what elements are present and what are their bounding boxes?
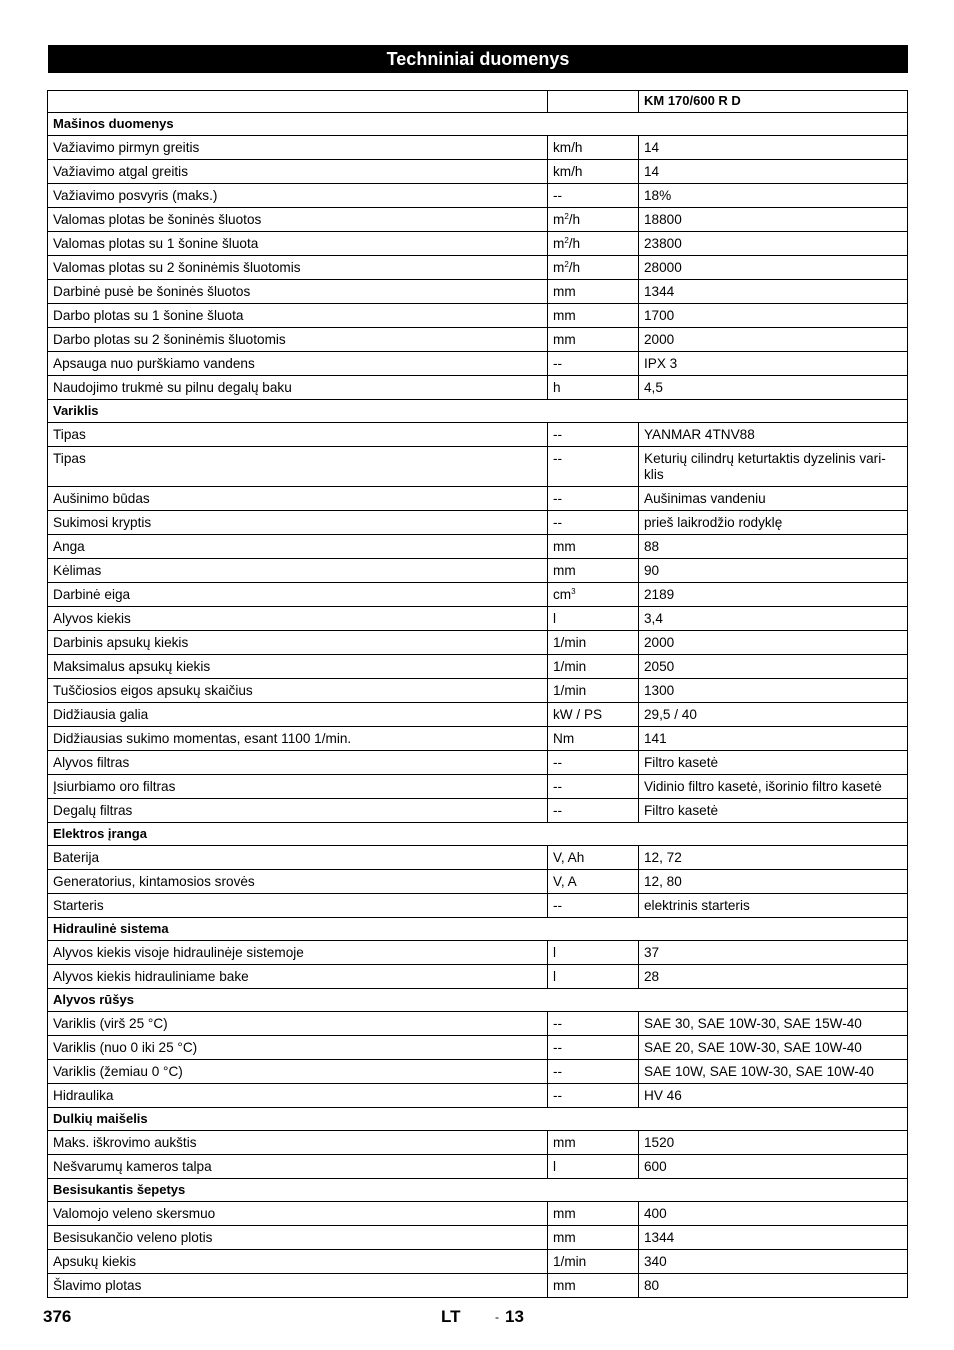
- parameter-label: Darbo plotas su 2 šoninėmis šluotomis: [48, 328, 548, 352]
- value-cell: [639, 280, 908, 304]
- value: 12, 72: [644, 850, 682, 865]
- unit: cm: [553, 587, 572, 602]
- table-body: [48, 91, 908, 1298]
- parameter-label: Važiavimo posvyris (maks.): [48, 184, 548, 208]
- value-cell: [639, 583, 908, 607]
- section-heading-row: [48, 823, 908, 846]
- value-cell: [639, 208, 908, 232]
- section-heading: Dulkių maišelis: [48, 1108, 908, 1131]
- parameter-label: Alyvos kiekis visoje hidraulinėje sistemoje: [48, 941, 548, 965]
- technical-data-table: [47, 90, 908, 1298]
- parameter-label: Generatorius, kintamosios srovės: [48, 870, 548, 894]
- section-heading: Besisukantis šepetys: [48, 1179, 908, 1202]
- unit: mm: [553, 1230, 576, 1245]
- unit-cell: [548, 679, 639, 703]
- value: Aušinimas vandeniu: [644, 491, 766, 506]
- value: YANMAR 4TNV88: [644, 427, 755, 442]
- unit: km/h: [553, 164, 583, 179]
- value: 90: [644, 563, 660, 578]
- parameter-label: Nešvarumų kameros talpa: [48, 1155, 548, 1179]
- table-row: [48, 160, 908, 184]
- parameter-label: Valomojo veleno skersmuo: [48, 1202, 548, 1226]
- table-row: [48, 1226, 908, 1250]
- value: 18%: [644, 188, 672, 203]
- parameter-label: Alyvos filtras: [48, 751, 548, 775]
- unit-cell: [548, 607, 639, 631]
- unit-cell: [548, 583, 639, 607]
- unit-exponent: 2: [564, 236, 569, 245]
- unit-cell: [548, 160, 639, 184]
- unit-cell: [548, 894, 639, 918]
- parameter-label: Maksimalus apsukų kiekis: [48, 655, 548, 679]
- value: 1300: [644, 683, 675, 698]
- header-empty-cell: [48, 91, 548, 113]
- unit-cell: [548, 511, 639, 535]
- page-title: Techniniai duomenys: [48, 45, 908, 73]
- value: 23800: [644, 236, 682, 251]
- unit: h: [553, 380, 561, 395]
- value-cell: [639, 232, 908, 256]
- table-row: [48, 280, 908, 304]
- value-cell: [639, 941, 908, 965]
- section-heading: Hidraulinė sistema: [48, 918, 908, 941]
- unit: km/h: [553, 140, 583, 155]
- unit-cell: [548, 1036, 639, 1060]
- unit: m: [553, 236, 565, 251]
- value-cell: [639, 655, 908, 679]
- table-row: [48, 703, 908, 727]
- table-row: [48, 870, 908, 894]
- table-row: [48, 965, 908, 989]
- unit: --: [553, 779, 563, 794]
- parameter-label: Sukimosi kryptis: [48, 511, 548, 535]
- value: 2189: [644, 587, 675, 602]
- unit-cell: [548, 870, 639, 894]
- value-cell: [639, 1012, 908, 1036]
- unit-cell: [548, 184, 639, 208]
- value-cell: [639, 1202, 908, 1226]
- value: 1344: [644, 284, 675, 299]
- table-row: [48, 799, 908, 823]
- unit-cell: [548, 304, 639, 328]
- parameter-label: Variklis (žemiau 0 °C): [48, 1060, 548, 1084]
- value: 1520: [644, 1135, 675, 1150]
- unit-cell: [548, 631, 639, 655]
- unit: --: [553, 1016, 563, 1031]
- unit-cell: [548, 232, 639, 256]
- unit-cell: [548, 1274, 639, 1298]
- parameter-label: Tuščiosios eigos apsukų skaičius: [48, 679, 548, 703]
- table-row: [48, 1274, 908, 1298]
- unit-cell: [548, 1131, 639, 1155]
- table-row: [48, 727, 908, 751]
- unit: --: [553, 515, 563, 530]
- value-cell: [639, 423, 908, 447]
- table-row: [48, 631, 908, 655]
- parameter-label: Darbo plotas su 1 šonine šluota: [48, 304, 548, 328]
- unit: mm: [553, 284, 576, 299]
- parameter-label: Variklis (virš 25 °C): [48, 1012, 548, 1036]
- unit: l: [553, 945, 557, 960]
- unit: l: [553, 969, 557, 984]
- section-heading-row: [48, 989, 908, 1012]
- unit: --: [553, 188, 563, 203]
- parameter-label: Apsukų kiekis: [48, 1250, 548, 1274]
- value: 28000: [644, 260, 682, 275]
- value: 2000: [644, 635, 675, 650]
- parameter-label: Darbinis apsukų kiekis: [48, 631, 548, 655]
- value: 28: [644, 969, 660, 984]
- unit-cell: [548, 559, 639, 583]
- unit-cell: [548, 846, 639, 870]
- value: Vidinio filtro kasetė, išorinio filtro kasetė: [644, 779, 882, 794]
- unit: 1/min: [553, 659, 587, 674]
- value-cell: [639, 559, 908, 583]
- value-cell: [639, 1155, 908, 1179]
- unit: --: [553, 1088, 563, 1103]
- value-cell: [639, 256, 908, 280]
- parameter-label: Aušinimo būdas: [48, 487, 548, 511]
- table-row: [48, 376, 908, 400]
- parameter-label: Didžiausias sukimo momentas, esant 1100 1/min.: [48, 727, 548, 751]
- value-cell: [639, 846, 908, 870]
- parameter-label: Alyvos kiekis: [48, 607, 548, 631]
- unit: V, Ah: [553, 850, 585, 865]
- parameter-label: Maks. iškrovimo aukštis: [48, 1131, 548, 1155]
- table-row: [48, 423, 908, 447]
- value-continued: klis: [644, 467, 664, 482]
- parameter-label: Įsiurbiamo oro filtras: [48, 775, 548, 799]
- parameter-label: Valomas plotas su 1 šonine šluota: [48, 232, 548, 256]
- table-row: [48, 511, 908, 535]
- unit: 1/min: [553, 635, 587, 650]
- unit-cell: [548, 280, 639, 304]
- table-row: [48, 679, 908, 703]
- table-row: [48, 655, 908, 679]
- unit-cell: [548, 965, 639, 989]
- value-cell: [639, 136, 908, 160]
- unit: V, A: [553, 874, 577, 889]
- table-row: [48, 775, 908, 799]
- sub-page-prefix: -: [495, 1310, 499, 1324]
- value: Keturių cilindrų keturtaktis dyzelinis vari-: [644, 451, 886, 466]
- value: IPX 3: [644, 356, 678, 371]
- value: 2000: [644, 332, 675, 347]
- table-row: [48, 208, 908, 232]
- unit-cell: [548, 535, 639, 559]
- value: 1344: [644, 1230, 675, 1245]
- table-row: [48, 751, 908, 775]
- table-row: [48, 304, 908, 328]
- value-cell: [639, 1131, 908, 1155]
- table-row: [48, 447, 908, 487]
- table-row: [48, 1202, 908, 1226]
- parameter-label: Variklis (nuo 0 iki 25 °C): [48, 1036, 548, 1060]
- parameter-label: Darbinė eiga: [48, 583, 548, 607]
- value: 12, 80: [644, 874, 682, 889]
- table-row: [48, 1012, 908, 1036]
- table-header-row: [48, 91, 908, 113]
- parameter-label: Degalų filtras: [48, 799, 548, 823]
- unit-suffix: /h: [568, 260, 581, 275]
- table-row: [48, 583, 908, 607]
- parameter-label: Valomas plotas be šoninės šluotos: [48, 208, 548, 232]
- parameter-label: Besisukančio veleno plotis: [48, 1226, 548, 1250]
- parameter-label: Didžiausia galia: [48, 703, 548, 727]
- table-row: [48, 846, 908, 870]
- header-empty-cell: [548, 91, 639, 113]
- table-row: [48, 1036, 908, 1060]
- table-row: [48, 535, 908, 559]
- unit-cell: [548, 376, 639, 400]
- unit: mm: [553, 1278, 576, 1293]
- unit: l: [553, 1159, 557, 1174]
- unit: mm: [553, 563, 576, 578]
- value-cell: [639, 1060, 908, 1084]
- unit-cell: [548, 775, 639, 799]
- value-cell: [639, 727, 908, 751]
- unit: --: [553, 427, 563, 442]
- value-cell: [639, 535, 908, 559]
- unit-cell: [548, 703, 639, 727]
- table-row: [48, 184, 908, 208]
- unit-cell: [548, 655, 639, 679]
- unit: m: [553, 212, 565, 227]
- table-row: [48, 607, 908, 631]
- language-code: LT: [441, 1307, 461, 1326]
- unit-cell: [548, 1060, 639, 1084]
- value-cell: [639, 799, 908, 823]
- unit: l: [553, 611, 557, 626]
- parameter-label: Baterija: [48, 846, 548, 870]
- value: SAE 10W, SAE 10W-30, SAE 10W-40: [644, 1064, 874, 1079]
- value-cell: [639, 679, 908, 703]
- value-cell: [639, 894, 908, 918]
- value-cell: [639, 352, 908, 376]
- unit-cell: [548, 208, 639, 232]
- unit-cell: [548, 1226, 639, 1250]
- unit-cell: [548, 328, 639, 352]
- unit: 1/min: [553, 683, 587, 698]
- section-heading: Elektros įranga: [48, 823, 908, 846]
- value-cell: [639, 184, 908, 208]
- value: Filtro kasetė: [644, 755, 719, 770]
- value: 14: [644, 164, 660, 179]
- unit-cell: [548, 1202, 639, 1226]
- parameter-label: Anga: [48, 535, 548, 559]
- unit-cell: [548, 799, 639, 823]
- table-row: [48, 1060, 908, 1084]
- parameter-label: Šlavimo plotas: [48, 1274, 548, 1298]
- unit-cell: [548, 447, 639, 487]
- table-row: [48, 1131, 908, 1155]
- unit-cell: [548, 727, 639, 751]
- value: prieš laikrodžio rodyklę: [644, 515, 783, 530]
- parameter-label: Tipas: [48, 423, 548, 447]
- unit-exponent: 2: [564, 212, 569, 221]
- unit: Nm: [553, 731, 575, 746]
- table-row: [48, 894, 908, 918]
- value-cell: [639, 607, 908, 631]
- unit-exponent: 3: [571, 587, 576, 596]
- value: 14: [644, 140, 660, 155]
- section-heading: Variklis: [48, 400, 908, 423]
- unit: mm: [553, 332, 576, 347]
- value: HV 46: [644, 1088, 682, 1103]
- unit-cell: [548, 941, 639, 965]
- value-cell: [639, 1250, 908, 1274]
- value: 141: [644, 731, 667, 746]
- section-heading: Mašinos duomenys: [48, 113, 908, 136]
- unit: --: [553, 803, 563, 818]
- unit: m: [553, 260, 565, 275]
- value-cell: [639, 703, 908, 727]
- value: elektrinis starteris: [644, 898, 750, 913]
- parameter-label: Starteris: [48, 894, 548, 918]
- unit: --: [553, 451, 563, 466]
- value-cell: [639, 1084, 908, 1108]
- section-heading-row: [48, 400, 908, 423]
- sub-page-number: 13: [505, 1307, 524, 1326]
- value-cell: [639, 447, 908, 487]
- unit-suffix: /h: [568, 236, 581, 251]
- table-row: [48, 941, 908, 965]
- parameter-label: Alyvos kiekis hidrauliniame bake: [48, 965, 548, 989]
- unit-cell: [548, 136, 639, 160]
- parameter-label: Kėlimas: [48, 559, 548, 583]
- table-row: [48, 232, 908, 256]
- parameter-label: Naudojimo trukmė su pilnu degalų baku: [48, 376, 548, 400]
- unit-cell: [548, 1250, 639, 1274]
- unit-cell: [548, 1155, 639, 1179]
- value: 400: [644, 1206, 667, 1221]
- value: 3,4: [644, 611, 663, 626]
- parameter-label: Darbinė pusė be šoninės šluotos: [48, 280, 548, 304]
- unit-cell: [548, 751, 639, 775]
- value: Filtro kasetė: [644, 803, 719, 818]
- value: 88: [644, 539, 660, 554]
- parameter-label: Važiavimo pirmyn greitis: [48, 136, 548, 160]
- table-row: [48, 328, 908, 352]
- unit-cell: [548, 1084, 639, 1108]
- table-row: [48, 1084, 908, 1108]
- table-row: [48, 352, 908, 376]
- parameter-label: Hidraulika: [48, 1084, 548, 1108]
- section-heading-row: [48, 1179, 908, 1202]
- value-cell: [639, 631, 908, 655]
- value: SAE 20, SAE 10W-30, SAE 10W-40: [644, 1040, 862, 1055]
- unit: mm: [553, 1206, 576, 1221]
- parameter-label: Važiavimo atgal greitis: [48, 160, 548, 184]
- section-heading-row: [48, 113, 908, 136]
- page-number: 376: [43, 1307, 72, 1326]
- table-row: [48, 559, 908, 583]
- value-cell: [639, 1036, 908, 1060]
- value: 18800: [644, 212, 682, 227]
- unit: --: [553, 1064, 563, 1079]
- unit: mm: [553, 308, 576, 323]
- unit: --: [553, 755, 563, 770]
- unit-cell: [548, 487, 639, 511]
- parameter-label: Valomas plotas su 2 šoninėmis šluotomis: [48, 256, 548, 280]
- value-cell: [639, 328, 908, 352]
- value-cell: [639, 376, 908, 400]
- table-row: [48, 136, 908, 160]
- section-heading-row: [48, 918, 908, 941]
- value-cell: [639, 751, 908, 775]
- value: 2050: [644, 659, 675, 674]
- value: SAE 30, SAE 10W-30, SAE 15W-40: [644, 1016, 862, 1031]
- value: 37: [644, 945, 660, 960]
- unit: 1/min: [553, 1254, 587, 1269]
- unit: kW / PS: [553, 707, 603, 722]
- model-header: KM 170/600 R D: [639, 91, 908, 113]
- value: 1700: [644, 308, 675, 323]
- unit: mm: [553, 539, 576, 554]
- value-cell: [639, 304, 908, 328]
- table-row: [48, 256, 908, 280]
- value: 80: [644, 1278, 660, 1293]
- unit: --: [553, 356, 563, 371]
- unit: --: [553, 491, 563, 506]
- value-cell: [639, 965, 908, 989]
- table-row: [48, 487, 908, 511]
- table-row: [48, 1155, 908, 1179]
- value: 4,5: [644, 380, 663, 395]
- unit-cell: [548, 1012, 639, 1036]
- value: 340: [644, 1254, 667, 1269]
- value: 600: [644, 1159, 667, 1174]
- unit-cell: [548, 423, 639, 447]
- section-heading-row: [48, 1108, 908, 1131]
- parameter-label: Tipas: [48, 447, 548, 487]
- value-cell: [639, 1274, 908, 1298]
- unit-suffix: /h: [568, 212, 581, 227]
- unit-exponent: 2: [564, 260, 569, 269]
- unit-cell: [548, 256, 639, 280]
- section-heading: Alyvos rūšys: [48, 989, 908, 1012]
- value-cell: [639, 487, 908, 511]
- unit: --: [553, 1040, 563, 1055]
- value: 29,5 / 40: [644, 707, 697, 722]
- unit: --: [553, 898, 563, 913]
- value-cell: [639, 1226, 908, 1250]
- value-cell: [639, 775, 908, 799]
- value-cell: [639, 511, 908, 535]
- parameter-label: Apsauga nuo purškiamo vandens: [48, 352, 548, 376]
- table-row: [48, 1250, 908, 1274]
- value-cell: [639, 870, 908, 894]
- value-cell: [639, 160, 908, 184]
- unit: mm: [553, 1135, 576, 1150]
- unit-cell: [548, 352, 639, 376]
